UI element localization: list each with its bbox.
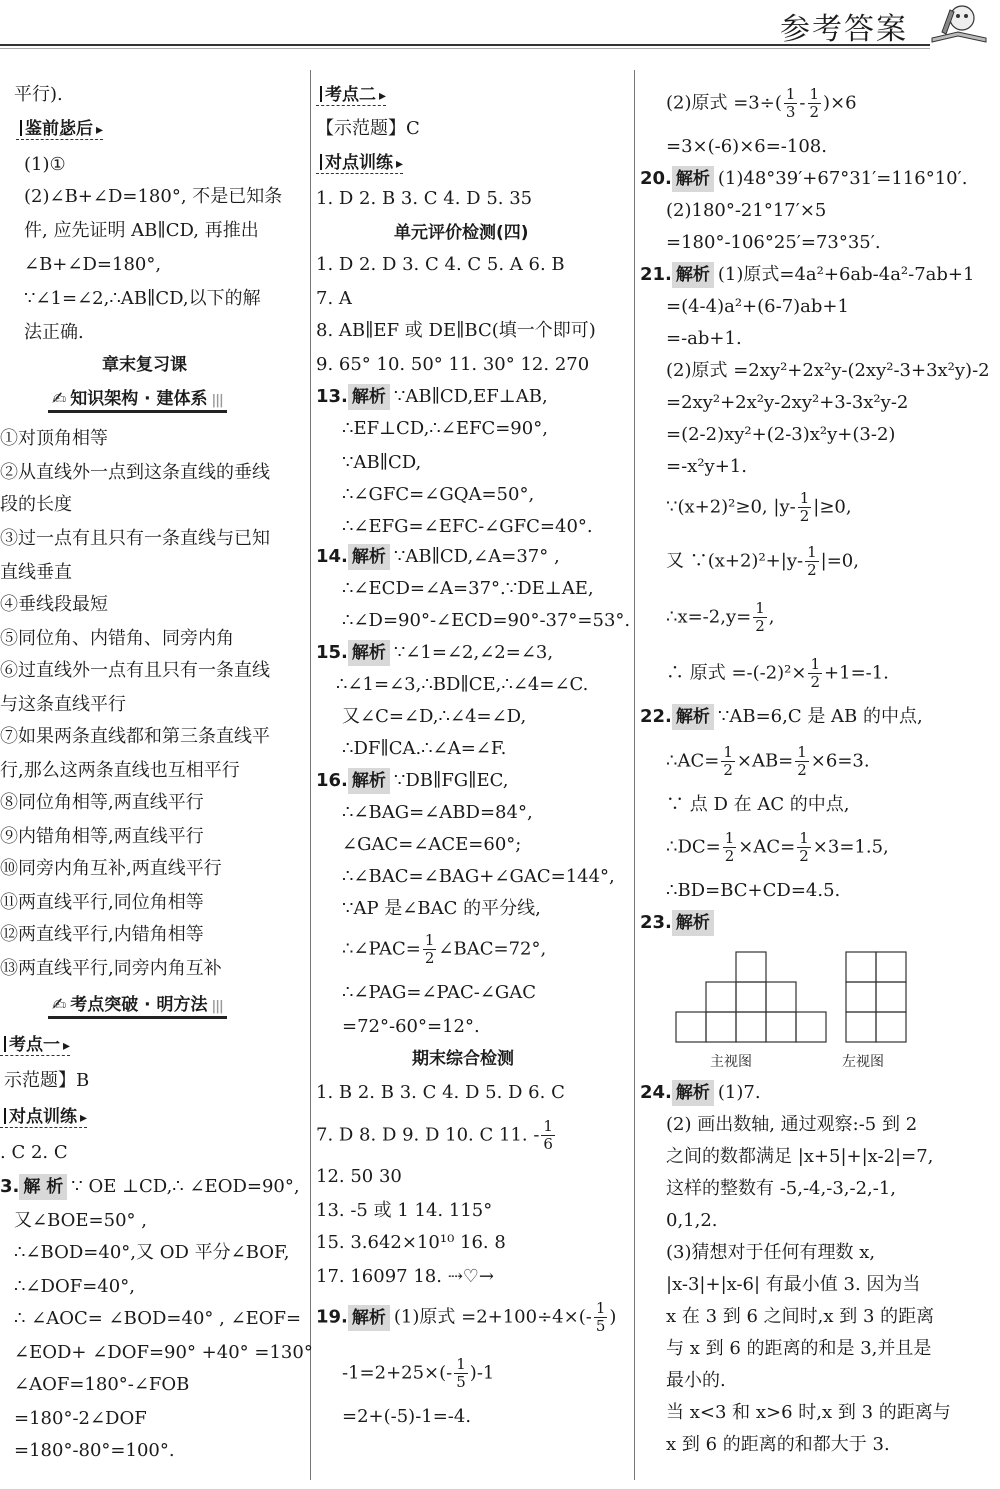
answer-tag: 解析 bbox=[348, 544, 390, 570]
page-title: 参考答案 bbox=[780, 12, 908, 47]
answer-19: 19. 解析 (1)原式 =2+100÷4×(- $\frac{1}{5}$ ) bbox=[316, 1299, 617, 1335]
answer-16: 16. 解析 ∵DB∥FG∥EC, bbox=[316, 768, 509, 794]
text-line: ∠AOF=180°-∠FOB bbox=[14, 1374, 190, 1395]
text-line: 1. D 2. B 3. C 4. D 5. 35 bbox=[316, 188, 533, 209]
text-line: (2) 画出数轴, 通过观察:-5 到 2 bbox=[666, 1114, 918, 1135]
fraction: $\frac{1}{2}$ bbox=[724, 829, 735, 865]
text-line: 13. -5 或 1 14. 115° bbox=[316, 1200, 493, 1221]
three-view-figure bbox=[670, 948, 980, 1078]
text-line: 之间的数都满足 |x+5|+|x-2|=7, bbox=[666, 1146, 934, 1167]
arrow-heart-symbol: ⇢♡→ bbox=[447, 1266, 495, 1287]
fraction: $\frac{1}{2}$ bbox=[755, 599, 765, 635]
text-line: =2+(-5)-1=-4. bbox=[342, 1406, 472, 1427]
fraction: $\frac{1}{2}$ bbox=[810, 655, 821, 691]
text-line: ∵∠1=∠2,∴AB∥CD,以下的解 bbox=[24, 288, 261, 309]
answer-tag: 解析 bbox=[672, 1080, 714, 1106]
answer-tag: 解析 bbox=[348, 640, 390, 666]
text-line: x 到 6 的距离的和都大于 3. bbox=[666, 1434, 890, 1455]
fraction: $\frac{1}{2}$ bbox=[799, 489, 810, 525]
header-rule-thin bbox=[0, 48, 930, 49]
left-view-diagram bbox=[846, 952, 906, 1042]
text-line: 段的长度 bbox=[0, 494, 72, 515]
text-line: =(2-2)xy²+(2-3)x²y+(3-2) bbox=[666, 424, 896, 445]
answer-tag: 解析 bbox=[672, 910, 714, 936]
text-line: (2)180°-21°17′×5 bbox=[666, 200, 827, 221]
text-line: 又∠BOE=50° , bbox=[14, 1210, 147, 1231]
book-icon bbox=[928, 2, 990, 46]
text-line: ⑫两直线平行,内错角相等 bbox=[0, 924, 204, 945]
text-line: ∴∠PAG=∠PAC-∠GAC bbox=[342, 982, 537, 1003]
text-line: ∴∠GFC=∠GQA=50°, bbox=[342, 484, 535, 505]
text-line: 7. A bbox=[316, 288, 352, 309]
text-line: =180°-2∠DOF bbox=[14, 1408, 147, 1429]
answer-tag: 解析 bbox=[348, 768, 390, 794]
text-line: ④垂线段最短 bbox=[0, 594, 108, 615]
answer-20: 20. 解析 (1)48°39′+67°31′=116°10′. bbox=[640, 166, 967, 192]
text-line: 【示范题】C bbox=[316, 118, 420, 139]
text-line: 直线垂直 bbox=[0, 562, 72, 583]
formula-line: ∴x=-2,y= $\frac{1}{2}$ , bbox=[666, 599, 775, 635]
text-line: 0,1,2. bbox=[666, 1210, 718, 1231]
text-line: 示范题】B bbox=[4, 1070, 90, 1091]
text-line: 12. 50 30 bbox=[316, 1166, 402, 1187]
text-line: =2xy²+2x²y-2xy²+3-3x²y-2 bbox=[666, 392, 909, 413]
fraction: $\frac{1}{2}$ bbox=[797, 743, 807, 779]
text-line: ∴DF∥CA.∴∠A=∠F. bbox=[342, 738, 507, 759]
answer-21: 21. 解析 (1)原式=4a²+6ab-4a²-7ab+1 bbox=[640, 262, 974, 288]
fraction: $\frac{1}{2}$ bbox=[799, 829, 809, 865]
text-line: (2)原式 =2xy²+2x²y-(2xy²-3+3x²y)-2 bbox=[666, 360, 990, 381]
text-line: ∠B+∠D=180°, bbox=[24, 254, 162, 275]
text-line: ∴∠ECD=∠A=37°.∵DE⊥AE, bbox=[342, 578, 594, 599]
text-line: ∴EF⊥CD,∴∠EFC=90°, bbox=[342, 418, 548, 439]
text-line: 17. 16097 18. ⇢♡→ bbox=[316, 1266, 495, 1287]
text-line: ∠EOD+ ∠DOF=90° +40° =130° bbox=[14, 1342, 313, 1363]
text-line: ∵ 点 D 在 AC 的中点, bbox=[666, 794, 850, 815]
text-line: ∵AB∥CD, bbox=[342, 452, 422, 473]
text-line: 法正确. bbox=[24, 322, 84, 343]
text-line: 1. B 2. B 3. C 4. D 5. D 6. C bbox=[316, 1082, 565, 1103]
text-line: 当 x<3 和 x>6 时,x 到 3 的距离与 bbox=[666, 1402, 951, 1423]
text-line: 又∠C=∠D,∴∠4=∠D, bbox=[342, 706, 527, 727]
pencil-icon: ✍ bbox=[52, 389, 67, 409]
formula-line: ∵(x+2)²≥0, |y- $\frac{1}{2}$ |≥0, bbox=[666, 489, 852, 525]
text-line: =180°-106°25′=73°35′. bbox=[666, 232, 881, 253]
text-line: 最小的. bbox=[666, 1370, 726, 1391]
formula-line: ∴AC= $\frac{1}{2}$ ×AB= $\frac{1}{2}$ ×6=3. bbox=[666, 743, 870, 779]
answer-24: 24. 解析 (1)7. bbox=[640, 1080, 761, 1106]
left-view-label: 左视图 bbox=[842, 1054, 884, 1070]
answer-23: 23. 解析 bbox=[640, 910, 718, 936]
text-line: ∴∠BAC=∠BAG+∠GAC=144°, bbox=[342, 866, 615, 887]
text-line: ∴∠BAG=∠ABD=84°, bbox=[342, 802, 533, 823]
formula-line: -1=2+25×(- $\frac{1}{5}$ )-1 bbox=[342, 1355, 495, 1391]
text-line: ⑧同位角相等,两直线平行 bbox=[0, 792, 204, 813]
text-line: ∴∠EFG=∠EFC-∠GFC=40°. bbox=[342, 516, 593, 537]
section-heading: 对点训练 ▸ bbox=[316, 153, 403, 174]
answer-15: 15. 解析 ∵∠1=∠2,∠2=∠3, bbox=[316, 640, 553, 666]
section-heading: 鉴前毖后 ▸ bbox=[16, 119, 103, 140]
text-line: 8. AB∥EF 或 DE∥BC(填一个即可) bbox=[316, 320, 596, 341]
text-line: ⑩同旁内角互补,两直线平行 bbox=[0, 858, 222, 879]
text-line: (1)① bbox=[24, 154, 66, 175]
section-title: 单元评价检测(四) bbox=[394, 223, 529, 243]
section-banner: ✍ 知识架构 · 建体系 ||| bbox=[48, 389, 227, 413]
section-heading: 考点二 ▸ bbox=[316, 85, 386, 106]
text-line: ∴∠1=∠3,∴BD∥CE,∴∠4=∠C. bbox=[336, 674, 589, 695]
text-line: =72°-60°=12°. bbox=[342, 1016, 480, 1037]
section-title: 章末复习课 bbox=[102, 355, 187, 375]
text-line: (3)猜想对于任何有理数 x, bbox=[666, 1242, 876, 1263]
text-line: 行,那么这两条直线也互相平行 bbox=[0, 760, 240, 781]
section-heading: 对点训练 ▸ bbox=[0, 1107, 87, 1128]
answer-tag: 解 析 bbox=[19, 1174, 67, 1200]
text-line: 与 x 到 6 的距离的和是 3,并且是 bbox=[666, 1338, 932, 1359]
text-line: 平行). bbox=[14, 84, 63, 105]
text-line: ⑦如果两条直线都和第三条直线平 bbox=[0, 726, 270, 747]
header-rule bbox=[0, 44, 930, 46]
formula-line: ∴∠PAC= $\frac{1}{2}$ ∠BAC=72°, bbox=[342, 931, 547, 967]
formula-line: 又 ∵(x+2)²+|y- $\frac{1}{2}$ |=0, bbox=[666, 543, 859, 579]
column-divider-right bbox=[634, 70, 635, 1480]
text-line: =3×(-6)×6=-108. bbox=[666, 136, 827, 157]
answer-tag: 解析 bbox=[672, 704, 714, 730]
pencil-icon: ✍ bbox=[52, 995, 67, 1015]
text-line: (2)∠B+∠D=180°, 不是已知条 bbox=[24, 186, 283, 207]
answer-14: 14. 解析 ∵AB∥CD,∠A=37° , bbox=[316, 544, 560, 570]
text-line: ∠GAC=∠ACE=60°; bbox=[342, 834, 522, 855]
text-line: |x-3|+|x-6| 有最小值 3. 因为当 bbox=[666, 1274, 921, 1295]
text-line: =-ab+1. bbox=[666, 328, 742, 349]
formula-line: (2)原式 =3÷( $\frac{1}{3}$ - $\frac{1}{2}$ )×6 bbox=[666, 85, 857, 121]
text-line: ①对顶角相等 bbox=[0, 428, 108, 449]
text-line: 这样的整数有 -5,-4,-3,-2,-1, bbox=[666, 1178, 897, 1199]
text-line: ⑥过直线外一点有且只有一条直线 bbox=[0, 660, 270, 681]
formula-line: ∴DC= $\frac{1}{2}$ ×AC= $\frac{1}{2}$ ×3=1.5, bbox=[666, 829, 889, 865]
fraction: $\frac{1}{5}$ bbox=[456, 1355, 466, 1391]
text-line: ⑪两直线平行,同位角相等 bbox=[0, 892, 204, 913]
section-heading: 考点一 ▸ bbox=[0, 1035, 70, 1056]
text-line: ⑤同位角、内错角、同旁内角 bbox=[0, 628, 234, 649]
text-line: ②从直线外一点到这条直线的垂线 bbox=[0, 462, 270, 483]
text-line: 9. 65° 10. 50° 11. 30° 12. 270 bbox=[316, 354, 590, 375]
answer-tag: 解析 bbox=[672, 166, 714, 192]
text-line: =(4-4)a²+(6-7)ab+1 bbox=[666, 296, 849, 317]
front-view-diagram bbox=[676, 952, 826, 1042]
column-divider-left bbox=[310, 70, 311, 1480]
text-line: ⑨内错角相等,两直线平行 bbox=[0, 826, 204, 847]
formula-line: ∴ 原式 =-(-2)²× $\frac{1}{2}$ +1=-1. bbox=[666, 655, 889, 691]
text-line: 与这条直线平行 bbox=[0, 694, 126, 715]
text-line: 件, 应先证明 AB∥CD, 再推出 bbox=[24, 220, 259, 241]
fraction: $\frac{1}{2}$ bbox=[809, 85, 820, 121]
text-line: . C 2. C bbox=[0, 1142, 68, 1163]
section-banner: ✍ 考点突破 · 明方法 ||| bbox=[48, 995, 227, 1019]
fraction: $\frac{1}{3}$ bbox=[785, 85, 796, 121]
front-view-label: 主视图 bbox=[710, 1054, 752, 1070]
answer-tag: 解析 bbox=[348, 384, 390, 410]
text-line: x 在 3 到 6 之间时,x 到 3 的距离 bbox=[666, 1306, 935, 1327]
text-line: ③过一点有且只有一条直线与已知 bbox=[0, 528, 270, 549]
answer-tag: 解析 bbox=[348, 1305, 390, 1331]
fraction: $\frac{1}{6}$ bbox=[543, 1117, 553, 1153]
fraction: $\frac{1}{2}$ bbox=[424, 931, 435, 967]
text-line: =180°-80°=100°. bbox=[14, 1440, 175, 1461]
text-line: ∴BD=BC+CD=4.5. bbox=[666, 880, 841, 901]
answer-13: 13. 解析 ∵AB∥CD,EF⊥AB, bbox=[316, 384, 548, 410]
section-title: 期末综合检测 bbox=[412, 1049, 514, 1069]
formula-line: 7. D 8. D 9. D 10. C 11. - $\frac{1}{6}$ bbox=[316, 1117, 553, 1153]
fraction: $\frac{1}{2}$ bbox=[723, 743, 733, 779]
page-header bbox=[0, 0, 1000, 48]
text-line: ⑬两直线平行,同旁内角互补 bbox=[0, 958, 222, 979]
text-line: ∴∠DOF=40°, bbox=[14, 1276, 135, 1297]
text-line: ∴∠D=90°-∠ECD=90°-37°=53°. bbox=[342, 610, 631, 631]
text-line: 15. 3.642×10¹⁰ 16. 8 bbox=[316, 1232, 506, 1253]
text-line: ∴∠BOD=40°,又 OD 平分∠BOF, bbox=[14, 1242, 290, 1263]
text-line: ∴ ∠AOC= ∠BOD=40° , ∠EOF= bbox=[14, 1308, 302, 1329]
text-line: 1. D 2. D 3. C 4. C 5. A 6. B bbox=[316, 254, 565, 275]
answer-22: 22. 解析 ∵AB=6,C 是 AB 的中点, bbox=[640, 704, 923, 730]
answer-tag: 解析 bbox=[672, 262, 714, 288]
text-line: =-x²y+1. bbox=[666, 456, 747, 477]
fraction: $\frac{1}{5}$ bbox=[595, 1299, 606, 1335]
fraction: $\frac{1}{2}$ bbox=[807, 543, 817, 579]
text-line: ∵AP 是∠BAC 的平分线, bbox=[342, 898, 541, 919]
answer-3: 3. 解 析 ∵ OE ⊥CD,∴ ∠EOD=90°, bbox=[0, 1174, 300, 1200]
